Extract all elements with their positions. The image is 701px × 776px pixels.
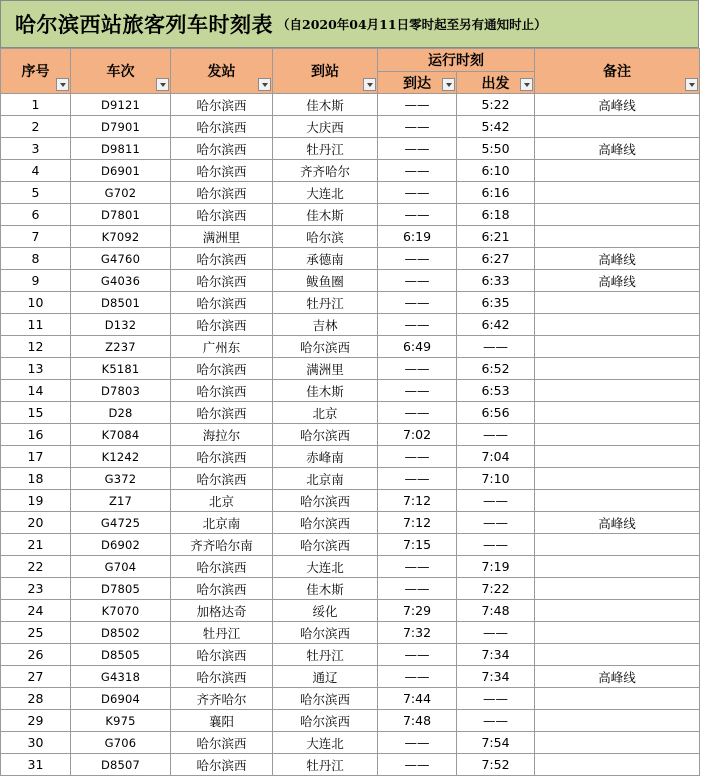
header-arrive: 到达 [378, 72, 457, 94]
cell-from[interactable]: 哈尔滨西 [171, 402, 273, 424]
cell-arrive[interactable]: —— [378, 248, 457, 270]
cell-train[interactable]: K1242 [71, 446, 171, 468]
filter-dropdown-icon[interactable] [156, 78, 169, 91]
cell-arrive[interactable]: 7:29 [378, 600, 457, 622]
cell-note[interactable] [535, 446, 700, 468]
cell-train[interactable]: G4760 [71, 248, 171, 270]
table-row [1, 578, 700, 600]
cell-depart[interactable]: —— [457, 424, 535, 446]
cell-seq[interactable]: 17 [1, 446, 71, 468]
cell-note[interactable] [535, 358, 700, 380]
cell-train[interactable]: K7092 [71, 226, 171, 248]
cell-seq[interactable]: 23 [1, 578, 71, 600]
cell-train[interactable]: D6901 [71, 160, 171, 182]
table-row [1, 622, 700, 644]
cell-to[interactable]: 牡丹江 [273, 754, 378, 776]
cell-to[interactable]: 哈尔滨西 [273, 336, 378, 358]
cell-note[interactable] [535, 578, 700, 600]
cell-note[interactable]: 高峰线 [535, 666, 700, 688]
table-row [1, 666, 700, 688]
cell-to[interactable]: 通辽 [273, 666, 378, 688]
cell-from[interactable]: 哈尔滨西 [171, 732, 273, 754]
cell-arrive[interactable]: 6:49 [378, 336, 457, 358]
cell-from[interactable]: 牡丹江 [171, 622, 273, 644]
filter-dropdown-icon[interactable] [56, 78, 69, 91]
cell-seq[interactable]: 30 [1, 732, 71, 754]
cell-depart[interactable]: 7:34 [457, 666, 535, 688]
cell-from[interactable]: 哈尔滨西 [171, 270, 273, 292]
cell-from[interactable]: 哈尔滨西 [171, 204, 273, 226]
header-depart: 出发 [457, 72, 535, 94]
cell-note[interactable] [535, 402, 700, 424]
cell-from[interactable]: 哈尔滨西 [171, 116, 273, 138]
cell-depart[interactable]: 5:50 [457, 138, 535, 160]
table-row [1, 226, 700, 248]
cell-depart[interactable]: 6:21 [457, 226, 535, 248]
cell-depart[interactable]: 6:18 [457, 204, 535, 226]
cell-train[interactable]: D7901 [71, 116, 171, 138]
cell-arrive[interactable]: —— [378, 468, 457, 490]
cell-from[interactable]: 加格达奇 [171, 600, 273, 622]
cell-seq[interactable]: 1 [1, 94, 71, 116]
cell-depart[interactable]: 6:35 [457, 292, 535, 314]
cell-arrive[interactable]: —— [378, 578, 457, 600]
cell-train[interactable]: Z17 [71, 490, 171, 512]
cell-depart[interactable]: 6:56 [457, 402, 535, 424]
cell-to[interactable]: 牡丹江 [273, 292, 378, 314]
cell-depart[interactable]: 7:22 [457, 578, 535, 600]
cell-to[interactable]: 哈尔滨西 [273, 534, 378, 556]
cell-depart[interactable]: 6:27 [457, 248, 535, 270]
cell-note[interactable] [535, 468, 700, 490]
cell-note[interactable] [535, 314, 700, 336]
cell-train[interactable]: D8502 [71, 622, 171, 644]
cell-seq[interactable]: 27 [1, 666, 71, 688]
cell-to[interactable]: 牡丹江 [273, 644, 378, 666]
cell-seq[interactable]: 28 [1, 688, 71, 710]
table-row [1, 644, 700, 666]
cell-arrive[interactable]: —— [378, 402, 457, 424]
cell-from[interactable]: 齐齐哈尔 [171, 688, 273, 710]
cell-to[interactable]: 哈尔滨西 [273, 424, 378, 446]
cell-from[interactable]: 哈尔滨西 [171, 94, 273, 116]
cell-note[interactable] [535, 732, 700, 754]
cell-from[interactable]: 北京 [171, 490, 273, 512]
page-subtitle: （自2020年04月11日零时起至另有通知时止） [277, 17, 547, 32]
cell-from[interactable]: 齐齐哈尔南 [171, 534, 273, 556]
cell-train[interactable]: G4725 [71, 512, 171, 534]
table-row [1, 160, 700, 182]
cell-arrive[interactable]: 7:12 [378, 490, 457, 512]
cell-train[interactable]: K5181 [71, 358, 171, 380]
table-row [1, 336, 700, 358]
cell-note[interactable] [535, 204, 700, 226]
cell-seq[interactable]: 3 [1, 138, 71, 160]
cell-from[interactable]: 满洲里 [171, 226, 273, 248]
cell-depart[interactable]: 5:22 [457, 94, 535, 116]
cell-train[interactable]: K975 [71, 710, 171, 732]
table-row [1, 512, 700, 534]
table-row [1, 292, 700, 314]
cell-seq[interactable]: 6 [1, 204, 71, 226]
cell-arrive[interactable]: —— [378, 292, 457, 314]
cell-from[interactable]: 哈尔滨西 [171, 314, 273, 336]
table-row [1, 380, 700, 402]
cell-train[interactable]: D9121 [71, 94, 171, 116]
cell-train[interactable]: D6904 [71, 688, 171, 710]
table-row [1, 314, 700, 336]
cell-to[interactable]: 齐齐哈尔 [273, 160, 378, 182]
cell-seq[interactable]: 5 [1, 182, 71, 204]
cell-seq[interactable]: 18 [1, 468, 71, 490]
header-time-group: 运行时刻 [378, 49, 535, 72]
cell-seq[interactable]: 20 [1, 512, 71, 534]
cell-seq[interactable]: 11 [1, 314, 71, 336]
cell-note[interactable] [535, 336, 700, 358]
cell-train[interactable]: D7801 [71, 204, 171, 226]
cell-note[interactable] [535, 160, 700, 182]
cell-seq[interactable]: 16 [1, 424, 71, 446]
cell-train[interactable]: D7803 [71, 380, 171, 402]
cell-depart[interactable]: 5:42 [457, 116, 535, 138]
cell-note[interactable] [535, 424, 700, 446]
cell-depart[interactable]: 7:48 [457, 600, 535, 622]
cell-depart[interactable]: 7:34 [457, 644, 535, 666]
header-seq: 序号 [1, 49, 71, 94]
cell-arrive[interactable]: 7:02 [378, 424, 457, 446]
header-from: 发站 [171, 49, 273, 94]
cell-depart[interactable]: —— [457, 622, 535, 644]
cell-train[interactable]: D28 [71, 402, 171, 424]
cell-note[interactable] [535, 226, 700, 248]
cell-train[interactable]: K7084 [71, 424, 171, 446]
cell-train[interactable]: D8507 [71, 754, 171, 776]
cell-depart[interactable]: 7:10 [457, 468, 535, 490]
cell-from[interactable]: 哈尔滨西 [171, 556, 273, 578]
table-row [1, 468, 700, 490]
cell-note[interactable] [535, 688, 700, 710]
cell-to[interactable]: 佳木斯 [273, 94, 378, 116]
table-row [1, 116, 700, 138]
cell-to[interactable]: 北京 [273, 402, 378, 424]
cell-train[interactable]: G4318 [71, 666, 171, 688]
cell-seq[interactable]: 31 [1, 754, 71, 776]
cell-depart[interactable]: 6:52 [457, 358, 535, 380]
cell-seq[interactable]: 29 [1, 710, 71, 732]
cell-arrive[interactable]: —— [378, 160, 457, 182]
cell-to[interactable]: 大连北 [273, 732, 378, 754]
cell-note[interactable]: 高峰线 [535, 138, 700, 160]
cell-arrive[interactable]: —— [378, 94, 457, 116]
cell-to[interactable]: 鲅鱼圈 [273, 270, 378, 292]
cell-arrive[interactable]: 7:44 [378, 688, 457, 710]
table-row [1, 424, 700, 446]
cell-seq[interactable]: 2 [1, 116, 71, 138]
cell-to[interactable]: 承德南 [273, 248, 378, 270]
table-row [1, 600, 700, 622]
header-train: 车次 [71, 49, 171, 94]
cell-train[interactable]: K7070 [71, 600, 171, 622]
cell-arrive[interactable]: —— [378, 732, 457, 754]
cell-arrive[interactable]: —— [378, 380, 457, 402]
table-row [1, 732, 700, 754]
table-row [1, 710, 700, 732]
cell-depart[interactable]: 7:54 [457, 732, 535, 754]
cell-arrive[interactable]: —— [378, 666, 457, 688]
page-title: 哈尔滨西站旅客列车时刻表 [15, 12, 273, 37]
cell-note[interactable] [535, 534, 700, 556]
cell-note[interactable] [535, 622, 700, 644]
cell-depart[interactable]: 6:16 [457, 182, 535, 204]
table-body [1, 94, 700, 776]
cell-train[interactable]: G372 [71, 468, 171, 490]
cell-depart[interactable]: —— [457, 512, 535, 534]
cell-seq[interactable]: 21 [1, 534, 71, 556]
cell-train[interactable]: G704 [71, 556, 171, 578]
cell-train[interactable]: Z237 [71, 336, 171, 358]
cell-from[interactable]: 哈尔滨西 [171, 248, 273, 270]
table-row [1, 358, 700, 380]
cell-to[interactable]: 哈尔滨西 [273, 622, 378, 644]
table-row [1, 490, 700, 512]
cell-arrive[interactable]: 7:15 [378, 534, 457, 556]
cell-from[interactable]: 哈尔滨西 [171, 160, 273, 182]
cell-depart[interactable]: —— [457, 688, 535, 710]
cell-note[interactable] [535, 292, 700, 314]
cell-train[interactable]: D8501 [71, 292, 171, 314]
cell-seq[interactable]: 10 [1, 292, 71, 314]
cell-depart[interactable]: 7:19 [457, 556, 535, 578]
cell-from[interactable]: 哈尔滨西 [171, 292, 273, 314]
table-row [1, 754, 700, 776]
cell-arrive[interactable]: —— [378, 358, 457, 380]
cell-note[interactable]: 高峰线 [535, 512, 700, 534]
cell-to[interactable]: 赤峰南 [273, 446, 378, 468]
cell-to[interactable]: 牡丹江 [273, 138, 378, 160]
table-row [1, 402, 700, 424]
cell-note[interactable] [535, 600, 700, 622]
cell-to[interactable]: 吉林 [273, 314, 378, 336]
cell-arrive[interactable]: —— [378, 644, 457, 666]
cell-to[interactable]: 佳木斯 [273, 204, 378, 226]
table-row [1, 182, 700, 204]
cell-arrive[interactable]: —— [378, 556, 457, 578]
cell-note[interactable] [535, 556, 700, 578]
cell-from[interactable]: 哈尔滨西 [171, 578, 273, 600]
cell-train[interactable]: D7805 [71, 578, 171, 600]
cell-from[interactable]: 广州东 [171, 336, 273, 358]
filter-dropdown-icon[interactable] [442, 78, 455, 91]
cell-note[interactable]: 高峰线 [535, 94, 700, 116]
cell-depart[interactable]: 7:52 [457, 754, 535, 776]
cell-to[interactable]: 大庆西 [273, 116, 378, 138]
cell-seq[interactable]: 26 [1, 644, 71, 666]
cell-arrive[interactable]: —— [378, 314, 457, 336]
cell-seq[interactable]: 14 [1, 380, 71, 402]
cell-to[interactable]: 哈尔滨西 [273, 688, 378, 710]
cell-from[interactable]: 哈尔滨西 [171, 754, 273, 776]
cell-seq[interactable]: 7 [1, 226, 71, 248]
cell-seq[interactable]: 8 [1, 248, 71, 270]
cell-seq[interactable]: 19 [1, 490, 71, 512]
cell-note[interactable]: 高峰线 [535, 248, 700, 270]
cell-seq[interactable]: 4 [1, 160, 71, 182]
cell-from[interactable]: 哈尔滨西 [171, 380, 273, 402]
table-row [1, 94, 700, 116]
cell-to[interactable]: 哈尔滨西 [273, 710, 378, 732]
cell-note[interactable] [535, 182, 700, 204]
cell-train[interactable]: D132 [71, 314, 171, 336]
cell-from[interactable]: 哈尔滨西 [171, 666, 273, 688]
cell-note[interactable] [535, 644, 700, 666]
cell-to[interactable]: 哈尔滨西 [273, 490, 378, 512]
cell-seq[interactable]: 12 [1, 336, 71, 358]
filter-dropdown-icon[interactable] [363, 78, 376, 91]
cell-seq[interactable]: 15 [1, 402, 71, 424]
cell-to[interactable]: 哈尔滨西 [273, 512, 378, 534]
cell-note[interactable] [535, 380, 700, 402]
cell-arrive[interactable]: —— [378, 446, 457, 468]
title-bar [0, 0, 699, 48]
cell-seq[interactable]: 9 [1, 270, 71, 292]
cell-arrive[interactable]: —— [378, 138, 457, 160]
cell-to[interactable]: 大连北 [273, 556, 378, 578]
cell-depart[interactable]: 6:42 [457, 314, 535, 336]
cell-arrive[interactable]: —— [378, 116, 457, 138]
cell-note[interactable]: 高峰线 [535, 270, 700, 292]
cell-from[interactable]: 哈尔滨西 [171, 644, 273, 666]
cell-from[interactable]: 哈尔滨西 [171, 358, 273, 380]
cell-arrive[interactable]: —— [378, 754, 457, 776]
cell-from[interactable]: 襄阳 [171, 710, 273, 732]
cell-note[interactable] [535, 116, 700, 138]
cell-depart[interactable]: 6:53 [457, 380, 535, 402]
cell-arrive[interactable]: —— [378, 270, 457, 292]
cell-from[interactable]: 哈尔滨西 [171, 468, 273, 490]
table-row [1, 204, 700, 226]
table-row [1, 446, 700, 468]
cell-seq[interactable]: 13 [1, 358, 71, 380]
cell-to[interactable]: 大连北 [273, 182, 378, 204]
cell-to[interactable]: 满洲里 [273, 358, 378, 380]
cell-from[interactable]: 北京南 [171, 512, 273, 534]
cell-depart[interactable]: —— [457, 710, 535, 732]
cell-seq[interactable]: 22 [1, 556, 71, 578]
header-to: 到站 [273, 49, 378, 94]
cell-from[interactable]: 海拉尔 [171, 424, 273, 446]
cell-to[interactable]: 绥化 [273, 600, 378, 622]
cell-train[interactable]: D8505 [71, 644, 171, 666]
cell-depart[interactable]: 6:33 [457, 270, 535, 292]
timetable [0, 48, 700, 776]
filter-dropdown-icon[interactable] [685, 78, 698, 91]
cell-note[interactable] [535, 754, 700, 776]
cell-train[interactable]: D6902 [71, 534, 171, 556]
cell-to[interactable]: 佳木斯 [273, 578, 378, 600]
cell-seq[interactable]: 24 [1, 600, 71, 622]
cell-from[interactable]: 哈尔滨西 [171, 446, 273, 468]
cell-depart[interactable]: 6:10 [457, 160, 535, 182]
cell-to[interactable]: 佳木斯 [273, 380, 378, 402]
cell-seq[interactable]: 25 [1, 622, 71, 644]
cell-note[interactable] [535, 710, 700, 732]
cell-depart[interactable]: —— [457, 336, 535, 358]
cell-to[interactable]: 北京南 [273, 468, 378, 490]
table-row [1, 534, 700, 556]
cell-train[interactable]: D9811 [71, 138, 171, 160]
table-row [1, 248, 700, 270]
filter-dropdown-icon[interactable] [258, 78, 271, 91]
cell-train[interactable]: G706 [71, 732, 171, 754]
header-note: 备注 [535, 49, 700, 94]
table-row [1, 270, 700, 292]
cell-arrive[interactable]: 7:48 [378, 710, 457, 732]
cell-arrive[interactable]: —— [378, 182, 457, 204]
cell-arrive[interactable]: 7:32 [378, 622, 457, 644]
cell-to[interactable]: 哈尔滨 [273, 226, 378, 248]
cell-depart[interactable]: 7:04 [457, 446, 535, 468]
table-row [1, 688, 700, 710]
cell-train[interactable]: G702 [71, 182, 171, 204]
cell-arrive[interactable]: 7:12 [378, 512, 457, 534]
cell-arrive[interactable]: —— [378, 204, 457, 226]
cell-note[interactable] [535, 490, 700, 512]
table-row [1, 138, 700, 160]
cell-from[interactable]: 哈尔滨西 [171, 138, 273, 160]
cell-depart[interactable]: —— [457, 534, 535, 556]
cell-train[interactable]: G4036 [71, 270, 171, 292]
cell-from[interactable]: 哈尔滨西 [171, 182, 273, 204]
cell-arrive[interactable]: 6:19 [378, 226, 457, 248]
filter-dropdown-icon[interactable] [520, 78, 533, 91]
cell-depart[interactable]: —— [457, 490, 535, 512]
table-row [1, 556, 700, 578]
